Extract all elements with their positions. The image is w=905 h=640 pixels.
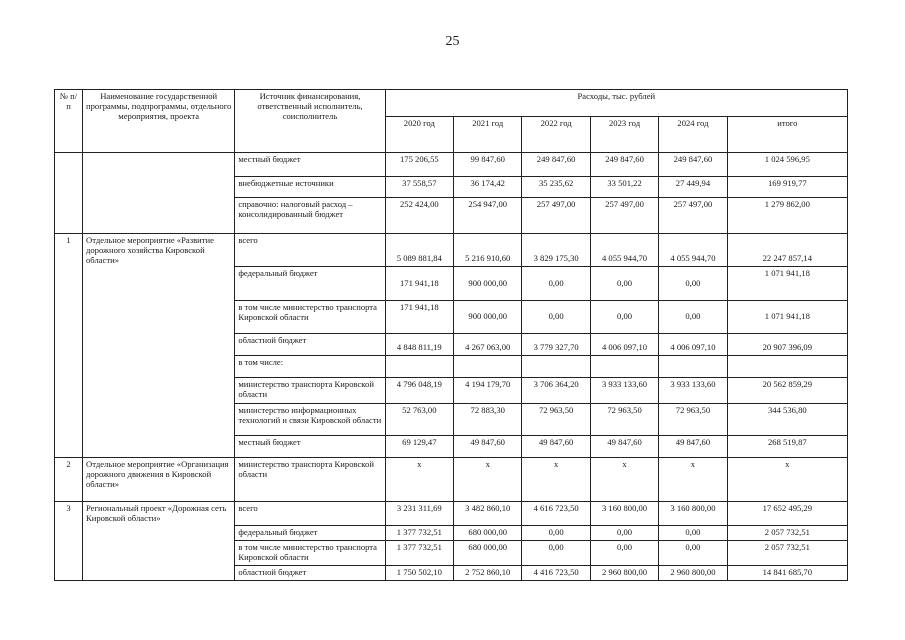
budget-table bbox=[54, 89, 848, 581]
value-cell: 0,00 bbox=[522, 540, 590, 565]
value-cell: 175 206,55 bbox=[385, 153, 453, 177]
header-source: Источник финансирования, ответственный исполнитель, соисполнитель bbox=[235, 90, 385, 153]
value-cell: 4 055 944,70 bbox=[659, 234, 727, 267]
header-num: № п/п bbox=[55, 90, 83, 153]
value-cell: х bbox=[590, 458, 658, 502]
source-cell: областной бюджет bbox=[235, 565, 385, 580]
value-cell: 99 847,60 bbox=[454, 153, 522, 177]
value-cell: 49 847,60 bbox=[454, 436, 522, 458]
value-cell: 69 129,47 bbox=[385, 436, 453, 458]
row-num-cell: 1 bbox=[55, 234, 83, 458]
value-cell bbox=[727, 356, 847, 378]
value-cell: 171 941,18 bbox=[385, 301, 453, 334]
source-cell: в том числе министерство транспорта Кировской области bbox=[235, 540, 385, 565]
value-cell: 72 963,50 bbox=[522, 404, 590, 436]
source-cell: местный бюджет bbox=[235, 436, 385, 458]
source-cell: в том числе министерство транспорта Кировской области bbox=[235, 301, 385, 334]
value-cell: 0,00 bbox=[522, 267, 590, 301]
value-cell: 900 000,00 bbox=[454, 301, 522, 334]
value-cell bbox=[522, 356, 590, 378]
value-cell: 254 947,00 bbox=[454, 198, 522, 234]
value-cell: 4 006 097,10 bbox=[590, 334, 658, 356]
value-cell: 49 847,60 bbox=[659, 436, 727, 458]
value-cell: 3 933 133,60 bbox=[590, 378, 658, 404]
value-cell: 0,00 bbox=[590, 540, 658, 565]
value-cell: х bbox=[659, 458, 727, 502]
value-cell: 3 231 311,69 bbox=[385, 502, 453, 526]
value-cell: 169 919,77 bbox=[727, 177, 847, 198]
value-cell: 2 057 732,51 bbox=[727, 526, 847, 541]
value-cell: 257 497,00 bbox=[590, 198, 658, 234]
value-cell: 36 174,42 bbox=[454, 177, 522, 198]
value-cell: 4 194 179,70 bbox=[454, 378, 522, 404]
source-cell: справочно: налоговый расход – консолидированный бюджет bbox=[235, 198, 385, 234]
value-cell: 2 057 732,51 bbox=[727, 540, 847, 565]
value-cell: 4 796 048,19 bbox=[385, 378, 453, 404]
value-cell: 249 847,60 bbox=[590, 153, 658, 177]
source-cell: внебюджетные источники bbox=[235, 177, 385, 198]
value-cell: 17 652 495,29 bbox=[727, 502, 847, 526]
value-cell: 249 847,60 bbox=[659, 153, 727, 177]
value-cell: 1 071 941,18 bbox=[727, 267, 847, 301]
value-cell: 72 963,50 bbox=[659, 404, 727, 436]
value-cell: 0,00 bbox=[522, 301, 590, 334]
source-cell: областной бюджет bbox=[235, 334, 385, 356]
value-cell: 4 055 944,70 bbox=[590, 234, 658, 267]
value-cell: 3 482 860,10 bbox=[454, 502, 522, 526]
value-cell: 0,00 bbox=[590, 301, 658, 334]
value-cell: 5 216 910,60 bbox=[454, 234, 522, 267]
page-number: 25 bbox=[445, 34, 460, 49]
source-cell: всего bbox=[235, 234, 385, 267]
value-cell: 3 829 175,30 bbox=[522, 234, 590, 267]
value-cell: 3 706 364,20 bbox=[522, 378, 590, 404]
row-num-cell: 3 bbox=[55, 502, 83, 581]
value-cell: 4 848 811,19 bbox=[385, 334, 453, 356]
header-year-2022: 2022 год bbox=[522, 117, 590, 153]
header-name: Наименование государственной программы, подпрограммы, отдельного мероприятия, проекта bbox=[82, 90, 234, 153]
value-cell: х bbox=[454, 458, 522, 502]
value-cell: 27 449,94 bbox=[659, 177, 727, 198]
value-cell: 900 000,00 bbox=[454, 267, 522, 301]
source-cell: всего bbox=[235, 502, 385, 526]
value-cell: 37 558,57 bbox=[385, 177, 453, 198]
value-cell: 3 779 327,70 bbox=[522, 334, 590, 356]
table-row bbox=[55, 153, 848, 177]
value-cell: 20 562 859,29 bbox=[727, 378, 847, 404]
row-name-cell: Отдельное мероприятие «Организация дорожного движения в Кировской области» bbox=[82, 458, 234, 502]
table-row bbox=[55, 458, 848, 502]
value-cell: х bbox=[522, 458, 590, 502]
value-cell: 0,00 bbox=[659, 526, 727, 541]
value-cell: 257 497,00 bbox=[522, 198, 590, 234]
header-expenses: Расходы, тыс. рублей bbox=[385, 90, 847, 117]
value-cell: 3 160 800,00 bbox=[590, 502, 658, 526]
value-cell bbox=[385, 356, 453, 378]
value-cell: 1 377 732,51 bbox=[385, 526, 453, 541]
value-cell: 0,00 bbox=[590, 526, 658, 541]
value-cell: 1 279 862,00 bbox=[727, 198, 847, 234]
value-cell: 49 847,60 bbox=[522, 436, 590, 458]
value-cell bbox=[590, 356, 658, 378]
value-cell: 268 519,87 bbox=[727, 436, 847, 458]
value-cell: 5 089 881,84 bbox=[385, 234, 453, 267]
value-cell: 49 847,60 bbox=[590, 436, 658, 458]
value-cell bbox=[659, 356, 727, 378]
value-cell: 257 497,00 bbox=[659, 198, 727, 234]
table-row bbox=[55, 502, 848, 526]
source-cell: министерство информационных технологий и связи Кировской области bbox=[235, 404, 385, 436]
value-cell: 4 616 723,50 bbox=[522, 502, 590, 526]
row-num-cell bbox=[55, 153, 83, 234]
header-year-2023: 2023 год bbox=[590, 117, 658, 153]
row-name-cell: Региональный проект «Дорожная сеть Кировской области» bbox=[82, 502, 234, 581]
header-year-2020: 2020 год bbox=[385, 117, 453, 153]
source-cell: местный бюджет bbox=[235, 153, 385, 177]
value-cell: 72 963,50 bbox=[590, 404, 658, 436]
value-cell: 3 160 800,00 bbox=[659, 502, 727, 526]
row-num-cell: 2 bbox=[55, 458, 83, 502]
value-cell: 1 377 732,51 bbox=[385, 540, 453, 565]
value-cell: х bbox=[385, 458, 453, 502]
value-cell: 171 941,18 bbox=[385, 267, 453, 301]
value-cell: 0,00 bbox=[590, 267, 658, 301]
source-cell: в том числе: bbox=[235, 356, 385, 378]
value-cell: 2 752 860,10 bbox=[454, 565, 522, 580]
value-cell: 0,00 bbox=[659, 301, 727, 334]
value-cell: 0,00 bbox=[522, 526, 590, 541]
value-cell: 1 024 596,95 bbox=[727, 153, 847, 177]
value-cell: 35 235,62 bbox=[522, 177, 590, 198]
value-cell: 2 960 800,00 bbox=[590, 565, 658, 580]
value-cell: 249 847,60 bbox=[522, 153, 590, 177]
header-total: итого bbox=[727, 117, 847, 153]
value-cell: 680 000,00 bbox=[454, 540, 522, 565]
value-cell: 344 536,80 bbox=[727, 404, 847, 436]
row-name-cell: Отдельное мероприятие «Развитие дорожного хозяйства Кировской области» bbox=[82, 234, 234, 458]
value-cell: 680 000,00 bbox=[454, 526, 522, 541]
value-cell: 14 841 685,70 bbox=[727, 565, 847, 580]
value-cell: 4 006 097,10 bbox=[659, 334, 727, 356]
source-cell: федеральный бюджет bbox=[235, 267, 385, 301]
source-cell: министерство транспорта Кировской области bbox=[235, 458, 385, 502]
value-cell: 1 071 941,18 bbox=[727, 301, 847, 334]
table-row bbox=[55, 234, 848, 267]
value-cell: 0,00 bbox=[659, 267, 727, 301]
value-cell: 22 247 857,14 bbox=[727, 234, 847, 267]
value-cell: 4 267 063,00 bbox=[454, 334, 522, 356]
source-cell: федеральный бюджет bbox=[235, 526, 385, 541]
value-cell: 72 883,30 bbox=[454, 404, 522, 436]
row-name-cell bbox=[82, 153, 234, 234]
value-cell: 52 763,00 bbox=[385, 404, 453, 436]
value-cell: 4 416 723,50 bbox=[522, 565, 590, 580]
header-year-2024: 2024 год bbox=[659, 117, 727, 153]
source-cell: министерство транспорта Кировской области bbox=[235, 378, 385, 404]
value-cell: 2 960 800,00 bbox=[659, 565, 727, 580]
value-cell bbox=[454, 356, 522, 378]
value-cell: х bbox=[727, 458, 847, 502]
value-cell: 1 750 502,10 bbox=[385, 565, 453, 580]
value-cell: 3 933 133,60 bbox=[659, 378, 727, 404]
value-cell: 252 424,00 bbox=[385, 198, 453, 234]
value-cell: 0,00 bbox=[659, 540, 727, 565]
header-year-2021: 2021 год bbox=[454, 117, 522, 153]
value-cell: 33 501,22 bbox=[590, 177, 658, 198]
value-cell: 20 907 396,09 bbox=[727, 334, 847, 356]
